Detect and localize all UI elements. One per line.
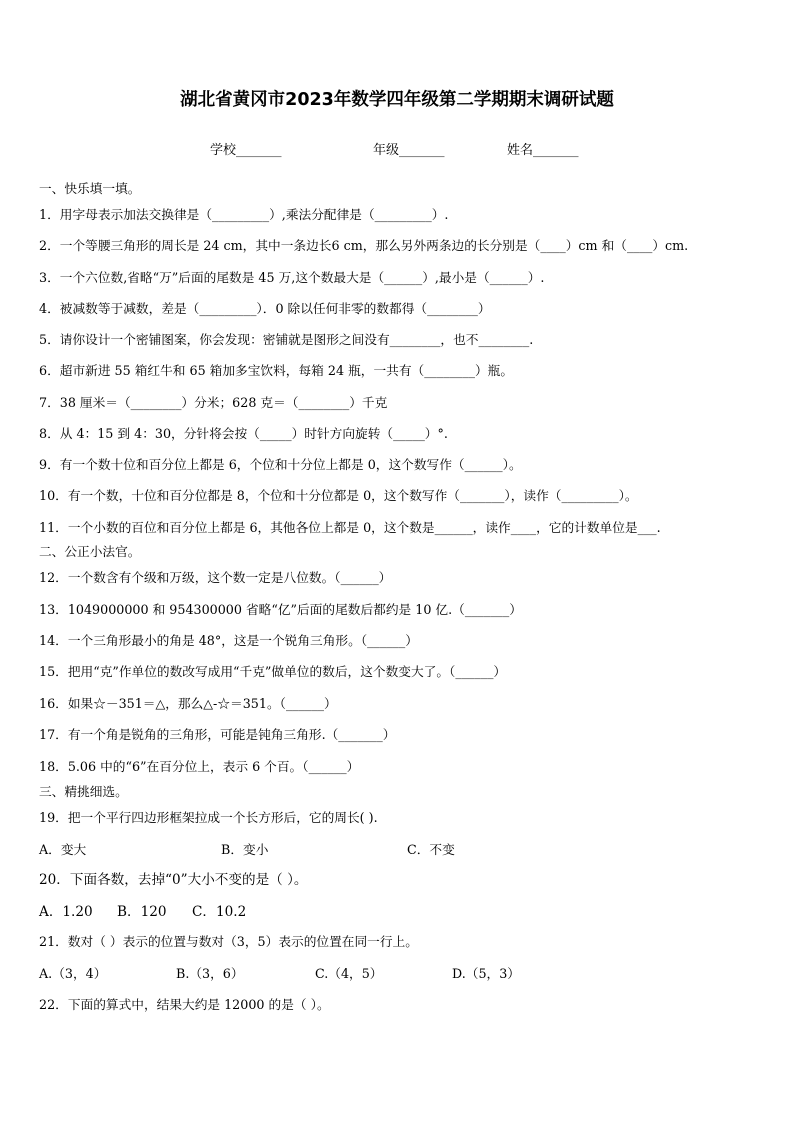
- question-14: 14．一个三角形最小的角是 48°，这是一个锐角三角形。（______）: [39, 633, 418, 648]
- option-a: A.（3，4）: [39, 966, 107, 981]
- question-17: 17．有一个角是锐角的三角形，可能是钝角三角形.（_______）: [39, 727, 396, 742]
- question-19: 19．把一个平行四边形框架拉成一个长方形后，它的周长( ).: [39, 810, 378, 825]
- question-19-options: [39, 841, 759, 859]
- question-8: 8．从 4：15 到 4：30，分针将会按（_____）时针方向旋转（_____）°.: [39, 426, 448, 441]
- option-d: D.（5，3）: [452, 966, 520, 981]
- option-a: A．变大: [39, 842, 87, 857]
- question-20-options: [39, 903, 759, 921]
- question-18: 18．5.06 中的“6”在百分位上，表示 6 个百。（______）: [39, 759, 360, 774]
- section-heading-3: 三、精挑细选。: [39, 784, 128, 799]
- question-4: 4．被减数等于减数，差是（_________）．0 除以任何非零的数都得（________）: [39, 301, 491, 316]
- grade-field: 年级_______: [373, 143, 445, 158]
- option-a: A．1.20: [39, 904, 93, 920]
- question-10: 10．有一个数，十位和百分位都是 8，个位和十分位都是 0，这个数写作（_______），读作（_________）。: [39, 488, 638, 503]
- option-c: C．不变: [407, 842, 455, 857]
- question-12: 12．一个数含有个级和万级，这个数一定是八位数。（______）: [39, 570, 392, 585]
- question-22: 22．下面的算式中，结果大约是 12000 的是（ ）。: [39, 997, 330, 1012]
- option-b: B.（3，6）: [176, 966, 244, 981]
- question-21-options: [39, 965, 759, 983]
- question-9: 9．有一个数十位和百分位上都是 6，个位和十分位上都是 0，这个数写作（______）。: [39, 457, 522, 472]
- question-20: 20．下面各数，去掉“0”大小不变的是（ ）。: [39, 872, 308, 888]
- option-c: C.（4，5）: [315, 966, 383, 981]
- section-heading-1: 一、快乐填一填。: [39, 181, 141, 196]
- option-b: B．120: [117, 904, 167, 920]
- question-11: 11．一个小数的百位和百分位上都是 6，其他各位上都是 0，这个数是______，读作____，它的计数单位是___.: [39, 520, 661, 535]
- question-15: 15．把用“克”作单位的数改写成用“千克”做单位的数后，这个数变大了。（______）: [39, 664, 507, 679]
- question-21: 21．数对（ ）表示的位置与数对（3，5）表示的位置在同一行上。: [39, 934, 418, 949]
- question-1: 1．用字母表示加法交换律是（_________）,乘法分配律是（_________）.: [39, 207, 449, 222]
- name-field: 姓名_______: [507, 143, 579, 158]
- question-6: 6．超市新进 55 箱红牛和 65 箱加多宝饮料，每箱 24 瓶，一共有（________）瓶。: [39, 363, 514, 378]
- question-5: 5．请你设计一个密铺图案，你会发现：密铺就是图形之间没有________，也不________.: [39, 332, 534, 347]
- question-2: 2．一个等腰三角形的周长是 24 cm，其中一条边长6 cm，那么另外两条边的长分别是（____）cm 和（____）cm.: [39, 238, 689, 253]
- student-info-row: [0, 139, 794, 157]
- question-7: 7．38 厘米＝（________）分米；628 克＝（________）千克: [39, 395, 388, 410]
- option-c: C．10.2: [192, 904, 247, 920]
- question-3: 3．一个六位数,省略“万”后面的尾数是 45 万,这个数最大是（______）,最小是（______）.: [39, 270, 545, 285]
- school-field: 学校_______: [210, 143, 282, 158]
- question-16: 16．如果☆－351＝△，那么△-☆＝351。（______）: [39, 696, 337, 711]
- option-b: B．变小: [221, 842, 269, 857]
- page-title: 湖北省黄冈市2023年数学四年级第二学期期末调研试题: [180, 90, 614, 110]
- section-heading-2: 二、公正小法官。: [39, 544, 141, 559]
- question-13: 13．1049000000 和 954300000 省略“亿”后面的尾数后都约是 10 亿.（_______）: [39, 602, 522, 617]
